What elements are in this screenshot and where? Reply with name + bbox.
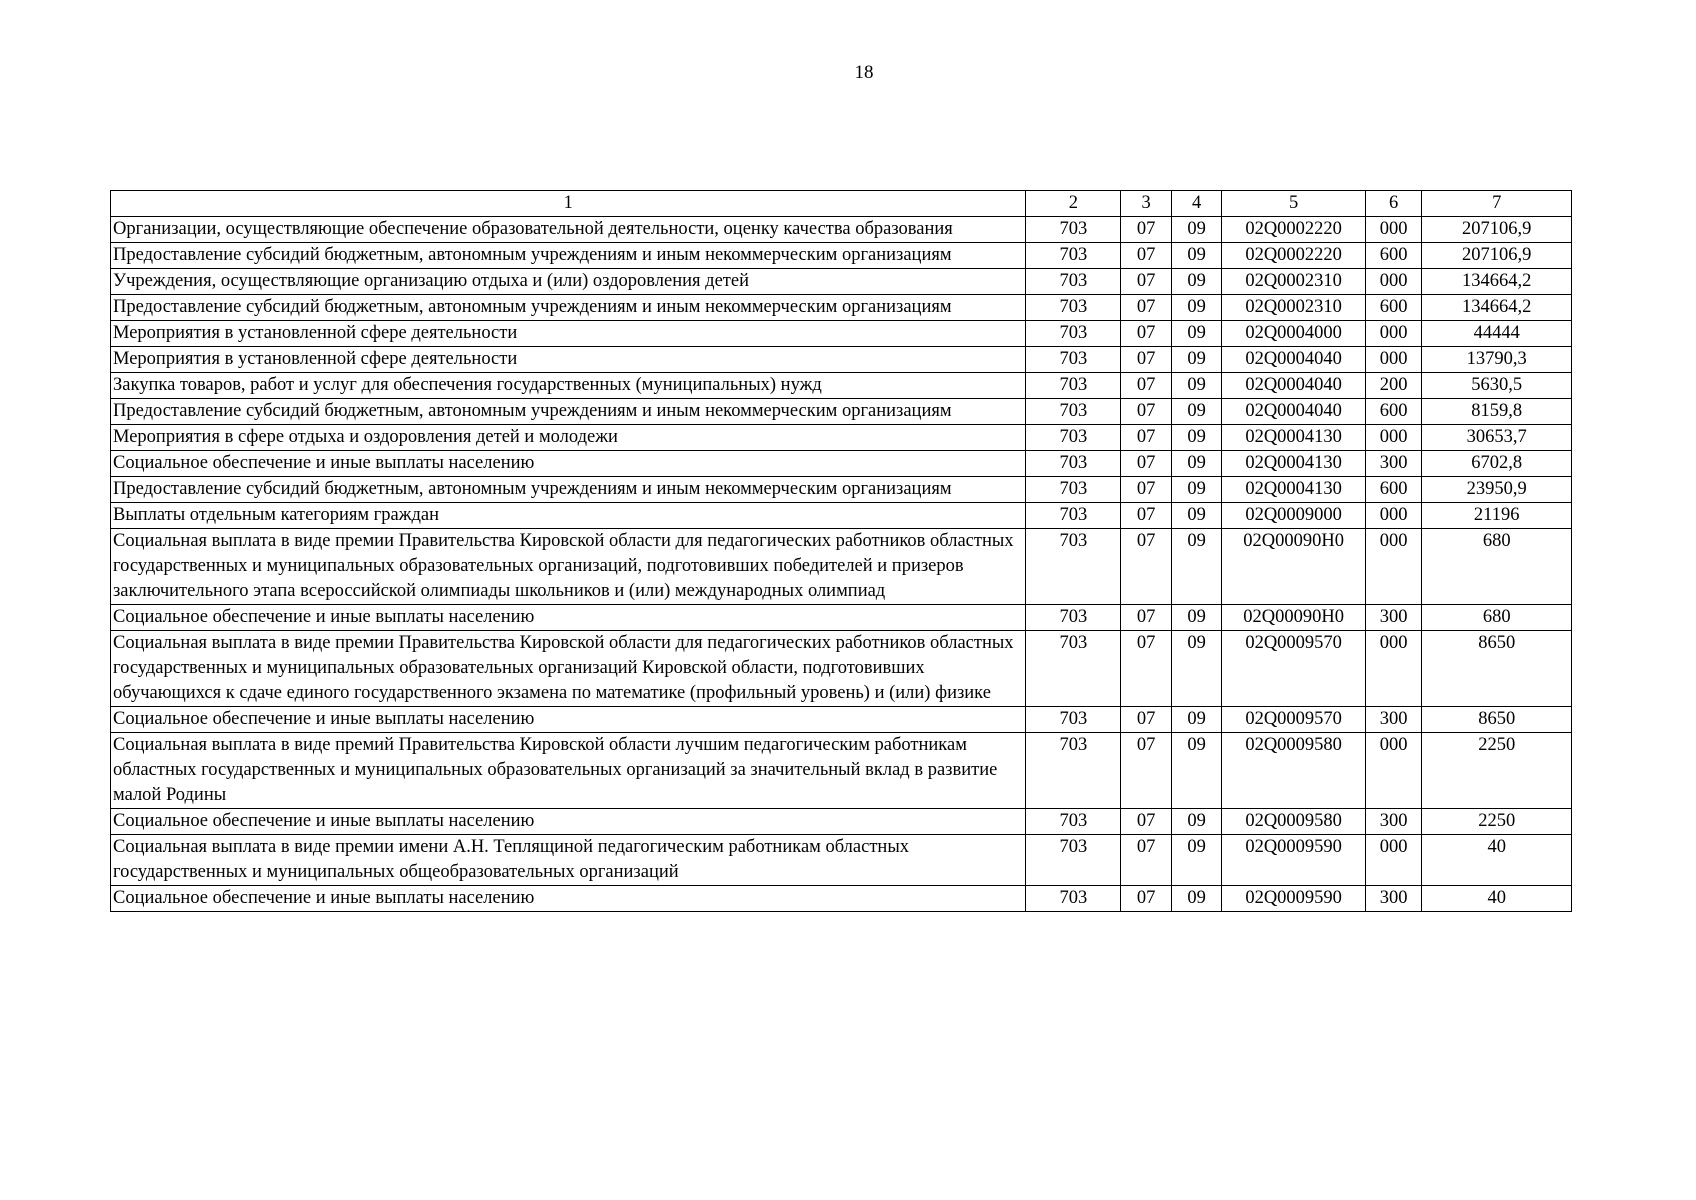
cell-col-6: 000 bbox=[1365, 321, 1422, 347]
cell-col-4: 09 bbox=[1171, 503, 1222, 529]
table-row bbox=[111, 373, 1572, 399]
cell-col-4: 09 bbox=[1171, 605, 1222, 631]
cell-col-5: 02Q0004040 bbox=[1222, 399, 1365, 425]
cell-col-6: 300 bbox=[1365, 605, 1422, 631]
cell-col-7: 8650 bbox=[1422, 631, 1572, 707]
cell-col-3: 07 bbox=[1121, 347, 1172, 373]
cell-col-7: 207106,9 bbox=[1422, 217, 1572, 243]
cell-col-5: 02Q0002220 bbox=[1222, 217, 1365, 243]
cell-col-2: 703 bbox=[1026, 425, 1121, 451]
cell-col-6: 000 bbox=[1365, 425, 1422, 451]
table-row bbox=[111, 269, 1572, 295]
cell-col-3: 07 bbox=[1121, 529, 1172, 605]
cell-col-4: 09 bbox=[1171, 217, 1222, 243]
cell-col-4: 09 bbox=[1171, 399, 1222, 425]
cell-col-3: 07 bbox=[1121, 631, 1172, 707]
cell-col-7: 44444 bbox=[1422, 321, 1572, 347]
table-row bbox=[111, 707, 1572, 733]
cell-col-6: 000 bbox=[1365, 269, 1422, 295]
cell-col-7: 40 bbox=[1422, 886, 1572, 912]
cell-col-7: 21196 bbox=[1422, 503, 1572, 529]
cell-col-7: 2250 bbox=[1422, 809, 1572, 835]
cell-col-2: 703 bbox=[1026, 733, 1121, 809]
cell-col-2: 703 bbox=[1026, 243, 1121, 269]
cell-name: Предоставление субсидий бюджетным, автономным учреждениям и иным некоммерческим организациям bbox=[111, 477, 1026, 503]
page-number: 18 bbox=[854, 62, 874, 83]
cell-col-5: 02Q0009000 bbox=[1222, 503, 1365, 529]
cell-name: Социальное обеспечение и иные выплаты населению bbox=[111, 707, 1026, 733]
cell-col-7: 2250 bbox=[1422, 733, 1572, 809]
cell-col-5: 02Q0009590 bbox=[1222, 835, 1365, 886]
cell-col-2: 703 bbox=[1026, 605, 1121, 631]
cell-col-2: 703 bbox=[1026, 451, 1121, 477]
cell-col-4: 09 bbox=[1171, 733, 1222, 809]
cell-col-6: 300 bbox=[1365, 707, 1422, 733]
cell-col-7: 207106,9 bbox=[1422, 243, 1572, 269]
cell-name: Социальная выплата в виде премии Правительства Кировской области для педагогических работников областных государственных и муниципальных образовательных организаций, подготовивших победителей и призеров заключительного этапа всероссийской олимпиады школьников и (или) международных олимпиад bbox=[111, 529, 1026, 605]
cell-col-2: 703 bbox=[1026, 503, 1121, 529]
cell-col-3: 07 bbox=[1121, 809, 1172, 835]
cell-col-6: 000 bbox=[1365, 529, 1422, 605]
cell-col-5: 02Q0002220 bbox=[1222, 243, 1365, 269]
cell-name: Социальное обеспечение и иные выплаты населению bbox=[111, 451, 1026, 477]
budget-table bbox=[110, 190, 1572, 912]
cell-col-7: 13790,3 bbox=[1422, 347, 1572, 373]
cell-name: Учреждения, осуществляющие организацию отдыха и (или) оздоровления детей bbox=[111, 269, 1026, 295]
cell-name: Социальное обеспечение и иные выплаты населению bbox=[111, 886, 1026, 912]
cell-name: Социальная выплата в виде премии Правительства Кировской области для педагогических работников областных государственных и муниципальных образовательных организаций Кировской области, подготовивших обучающихся к сдаче единого государственного экзамена по математике (профильный уровень) и (или) физике bbox=[111, 631, 1026, 707]
cell-col-5: 02Q0004130 bbox=[1222, 451, 1365, 477]
table-row bbox=[111, 399, 1572, 425]
cell-col-7: 134664,2 bbox=[1422, 269, 1572, 295]
cell-col-4: 09 bbox=[1171, 243, 1222, 269]
cell-col-7: 5630,5 bbox=[1422, 373, 1572, 399]
cell-col-5: 02Q0004000 bbox=[1222, 321, 1365, 347]
cell-col-2: 703 bbox=[1026, 631, 1121, 707]
table-row bbox=[111, 605, 1572, 631]
cell-col-5: 02Q0004040 bbox=[1222, 347, 1365, 373]
table-row bbox=[111, 425, 1572, 451]
cell-col-4: 09 bbox=[1171, 451, 1222, 477]
cell-col-4: 09 bbox=[1171, 425, 1222, 451]
cell-name: Социальное обеспечение и иные выплаты населению bbox=[111, 605, 1026, 631]
cell-name: Организации, осуществляющие обеспечение образовательной деятельности, оценку качества образования bbox=[111, 217, 1026, 243]
cell-col-5: 02Q0009580 bbox=[1222, 809, 1365, 835]
table-row bbox=[111, 451, 1572, 477]
cell-col-6: 000 bbox=[1365, 631, 1422, 707]
cell-col-3: 07 bbox=[1121, 733, 1172, 809]
cell-col-7: 680 bbox=[1422, 529, 1572, 605]
cell-col-3: 07 bbox=[1121, 886, 1172, 912]
cell-col-3: 07 bbox=[1121, 477, 1172, 503]
cell-col-7: 8650 bbox=[1422, 707, 1572, 733]
cell-col-4: 09 bbox=[1171, 835, 1222, 886]
cell-name: Выплаты отдельным категориям граждан bbox=[111, 503, 1026, 529]
cell-name: Социальная выплата в виде премий Правительства Кировской области лучшим педагогическим работникам областных государственных и муниципальных образовательных организаций за значительный вклад в развитие малой Родины bbox=[111, 733, 1026, 809]
cell-col-4: 09 bbox=[1171, 269, 1222, 295]
cell-col-2: 703 bbox=[1026, 295, 1121, 321]
cell-name: Предоставление субсидий бюджетным, автономным учреждениям и иным некоммерческим организациям bbox=[111, 295, 1026, 321]
cell-col-3: 07 bbox=[1121, 399, 1172, 425]
cell-col-4: 09 bbox=[1171, 477, 1222, 503]
table-row bbox=[111, 347, 1572, 373]
cell-col-2: 703 bbox=[1026, 707, 1121, 733]
cell-col-3: 07 bbox=[1121, 243, 1172, 269]
cell-col-5: 02Q0009570 bbox=[1222, 631, 1365, 707]
cell-col-5: 02Q0004130 bbox=[1222, 477, 1365, 503]
table-row bbox=[111, 477, 1572, 503]
table-row bbox=[111, 503, 1572, 529]
header-col-5: 5 bbox=[1222, 191, 1365, 217]
cell-col-2: 703 bbox=[1026, 886, 1121, 912]
cell-col-6: 000 bbox=[1365, 503, 1422, 529]
cell-col-4: 09 bbox=[1171, 707, 1222, 733]
cell-col-3: 07 bbox=[1121, 269, 1172, 295]
cell-col-3: 07 bbox=[1121, 835, 1172, 886]
cell-col-6: 000 bbox=[1365, 835, 1422, 886]
cell-col-4: 09 bbox=[1171, 631, 1222, 707]
cell-col-3: 07 bbox=[1121, 503, 1172, 529]
cell-col-5: 02Q0002310 bbox=[1222, 295, 1365, 321]
cell-col-6: 600 bbox=[1365, 243, 1422, 269]
cell-col-2: 703 bbox=[1026, 835, 1121, 886]
cell-col-2: 703 bbox=[1026, 347, 1121, 373]
cell-name: Предоставление субсидий бюджетным, автономным учреждениям и иным некоммерческим организациям bbox=[111, 399, 1026, 425]
cell-col-3: 07 bbox=[1121, 451, 1172, 477]
header-row bbox=[111, 191, 1572, 217]
table-row bbox=[111, 835, 1572, 886]
cell-col-2: 703 bbox=[1026, 269, 1121, 295]
cell-col-6: 600 bbox=[1365, 399, 1422, 425]
cell-name: Мероприятия в сфере отдыха и оздоровления детей и молодежи bbox=[111, 425, 1026, 451]
header-col-1: 1 bbox=[111, 191, 1026, 217]
cell-col-3: 07 bbox=[1121, 605, 1172, 631]
cell-name: Мероприятия в установленной сфере деятельности bbox=[111, 347, 1026, 373]
cell-col-6: 300 bbox=[1365, 809, 1422, 835]
cell-col-5: 02Q00090H0 bbox=[1222, 529, 1365, 605]
cell-col-3: 07 bbox=[1121, 321, 1172, 347]
cell-col-4: 09 bbox=[1171, 347, 1222, 373]
table-row bbox=[111, 529, 1572, 605]
cell-col-4: 09 bbox=[1171, 295, 1222, 321]
table-row bbox=[111, 809, 1572, 835]
table-row bbox=[111, 886, 1572, 912]
table-row bbox=[111, 733, 1572, 809]
table-row bbox=[111, 243, 1572, 269]
cell-col-5: 02Q0004130 bbox=[1222, 425, 1365, 451]
cell-col-7: 30653,7 bbox=[1422, 425, 1572, 451]
cell-col-2: 703 bbox=[1026, 321, 1121, 347]
header-col-4: 4 bbox=[1171, 191, 1222, 217]
cell-col-4: 09 bbox=[1171, 373, 1222, 399]
cell-name: Социальная выплата в виде премии имени А.Н. Теплящиной педагогическим работникам областных государственных и муниципальных общеобразовательных организаций bbox=[111, 835, 1026, 886]
cell-col-7: 8159,8 bbox=[1422, 399, 1572, 425]
cell-col-3: 07 bbox=[1121, 425, 1172, 451]
header-col-2: 2 bbox=[1026, 191, 1121, 217]
cell-col-6: 000 bbox=[1365, 733, 1422, 809]
cell-col-7: 40 bbox=[1422, 835, 1572, 886]
header-col-7: 7 bbox=[1422, 191, 1572, 217]
cell-col-2: 703 bbox=[1026, 529, 1121, 605]
cell-col-6: 300 bbox=[1365, 886, 1422, 912]
cell-name: Мероприятия в установленной сфере деятельности bbox=[111, 321, 1026, 347]
cell-col-6: 000 bbox=[1365, 217, 1422, 243]
cell-name: Закупка товаров, работ и услуг для обеспечения государственных (муниципальных) нужд bbox=[111, 373, 1026, 399]
table-body bbox=[111, 217, 1572, 912]
header-col-3: 3 bbox=[1121, 191, 1172, 217]
cell-col-6: 600 bbox=[1365, 295, 1422, 321]
cell-col-4: 09 bbox=[1171, 321, 1222, 347]
cell-col-6: 600 bbox=[1365, 477, 1422, 503]
cell-col-5: 02Q0009580 bbox=[1222, 733, 1365, 809]
cell-col-3: 07 bbox=[1121, 217, 1172, 243]
cell-col-3: 07 bbox=[1121, 707, 1172, 733]
cell-col-5: 02Q0002310 bbox=[1222, 269, 1365, 295]
cell-col-7: 134664,2 bbox=[1422, 295, 1572, 321]
cell-col-4: 09 bbox=[1171, 886, 1222, 912]
cell-name: Предоставление субсидий бюджетным, автономным учреждениям и иным некоммерческим организациям bbox=[111, 243, 1026, 269]
header-col-6: 6 bbox=[1365, 191, 1422, 217]
cell-col-2: 703 bbox=[1026, 217, 1121, 243]
cell-col-5: 02Q00090H0 bbox=[1222, 605, 1365, 631]
cell-col-4: 09 bbox=[1171, 809, 1222, 835]
cell-col-6: 000 bbox=[1365, 347, 1422, 373]
cell-col-5: 02Q0009570 bbox=[1222, 707, 1365, 733]
cell-col-2: 703 bbox=[1026, 477, 1121, 503]
table-row bbox=[111, 295, 1572, 321]
cell-col-4: 09 bbox=[1171, 529, 1222, 605]
table-row bbox=[111, 321, 1572, 347]
cell-name: Социальное обеспечение и иные выплаты населению bbox=[111, 809, 1026, 835]
cell-col-2: 703 bbox=[1026, 373, 1121, 399]
cell-col-2: 703 bbox=[1026, 399, 1121, 425]
cell-col-7: 6702,8 bbox=[1422, 451, 1572, 477]
cell-col-6: 300 bbox=[1365, 451, 1422, 477]
cell-col-3: 07 bbox=[1121, 295, 1172, 321]
table-row bbox=[111, 217, 1572, 243]
cell-col-7: 23950,9 bbox=[1422, 477, 1572, 503]
cell-col-6: 200 bbox=[1365, 373, 1422, 399]
cell-col-7: 680 bbox=[1422, 605, 1572, 631]
cell-col-3: 07 bbox=[1121, 373, 1172, 399]
table-row bbox=[111, 631, 1572, 707]
cell-col-5: 02Q0004040 bbox=[1222, 373, 1365, 399]
cell-col-5: 02Q0009590 bbox=[1222, 886, 1365, 912]
cell-col-2: 703 bbox=[1026, 809, 1121, 835]
